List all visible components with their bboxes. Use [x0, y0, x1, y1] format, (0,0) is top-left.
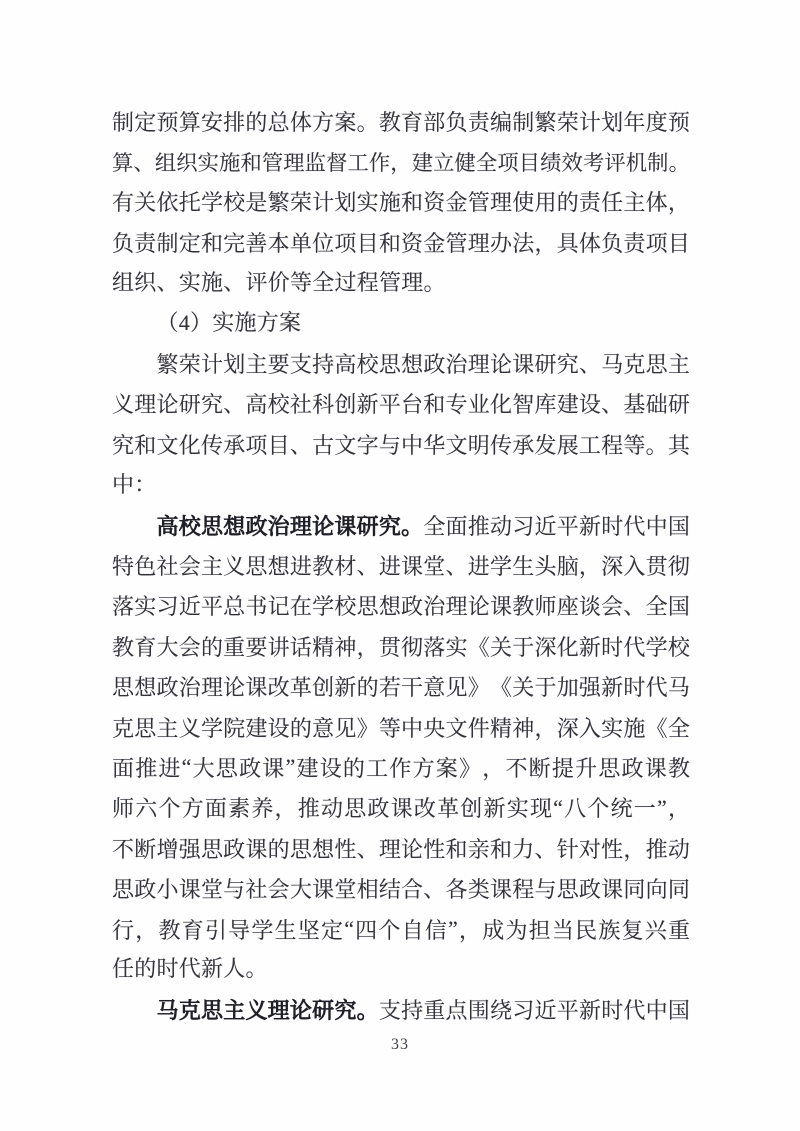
text-line: 繁 荣 计 划 主 要 支 持 高 校 思 想 政 治 理 论 课 研 究 、 马 克 思 主 — [156, 352, 690, 378]
text-line: 行 ， 教 育 引 导 学 生 坚 定 “ 四 个 自 信 ” ， 成 为 担 当 民 族 复 兴 重 — [112, 916, 690, 943]
text-line: 面 推 进 “ 大 思 政 课 ” 建 设 的 工 作 方 案 》 ， 不 断 提 升 思 政 课 教 — [112, 754, 690, 781]
text-line: 不 断 增 强 思 政 课 的 思 想 性 、 理 论 性 和 亲 和 力 、 针 对 性 ， 推 动 — [112, 836, 690, 862]
text-line: 克 思 主 义 学 院 建 设 的 意 见 》 等 中 央 文 件 精 神 ， 深 入 实 施 《 全 — [112, 715, 690, 741]
document-body — [112, 101, 690, 1030]
text-line: 义 理 论 研 究 、 高 校 社 科 创 新 平 台 和 专 业 化 智 库 建 设 、 基 础 研 — [112, 392, 690, 418]
text-line: 中： — [112, 471, 157, 497]
text-line: 究 和 文 化 传 承 项 目 、 古 文 字 与 中 华 文 明 传 承 发 展 工 程 等 。 其 — [112, 432, 690, 458]
text-line: 负 责 制 定 和 完 善 本 单 位 项 目 和 资 金 管 理 办 法 ， 具 体 负 责 项 目 — [112, 230, 690, 256]
text-line: 制 定 预 算 安 排 的 总 体 方 案 。 教 育 部 负 责 编 制 繁 荣 计 划 年 度 预 — [112, 109, 690, 135]
text-line: 特 色 社 会 主 义 思 想 进 教 材 、 进 课 堂 、 进 学 生 头 脑 ， 深 入 贯 彻 — [112, 553, 690, 579]
text-line: 教 育 大 会 的 重 要 讲 话 精 神 ， 贯 彻 落 实 《 关 于 深 化 新 时 代 学 校 — [112, 634, 690, 660]
text-line: 组织、实施、评价等全过程管理。 — [112, 269, 446, 295]
text-line: 任的时代新人。 — [112, 956, 268, 982]
text-line: 落 实 习 近 平 总 书 记 在 学 校 思 想 政 治 理 论 课 教 师 座 谈 会 、 全 国 — [112, 594, 690, 620]
text-line: 高 校 思 想 政 治 理 论 课 研 究 。 全 面 推 动 习 近 平 新 时 代 中 国 — [156, 513, 690, 539]
text-line: （4）实施方案 — [156, 309, 302, 335]
text-line: 思 想 政 治 理 论 课 改 革 创 新 的 若 干 意 见 》 《 关 于 加 强 新 时 代 马 — [112, 675, 690, 701]
text-line: 有 关 依 托 学 校 是 繁 荣 计 划 实 施 和 资 金 管 理 使 用 的 责 任 主 体 ， — [112, 190, 690, 216]
text-line: 算 、 组 织 实 施 和 管 理 监 督 工 作 ， 建 立 健 全 项 目 绩 效 考 评 机 制 。 — [112, 151, 690, 176]
text-line: 思 政 小 课 堂 与 社 会 大 课 堂 相 结 合 、 各 类 课 程 与 思 政 课 同 向 同 — [112, 877, 690, 903]
text-line: 马 克 思 主 义 理 论 研 究 。 支 持 重 点 围 绕 习 近 平 新 时 代 中 国 — [156, 998, 690, 1024]
page-number: 33 — [391, 1036, 409, 1053]
text-line: 师 六 个 方 面 素 养 ， 推 动 思 政 课 改 革 创 新 实 现 “ 八 个 统 一 ” ， — [112, 794, 690, 822]
